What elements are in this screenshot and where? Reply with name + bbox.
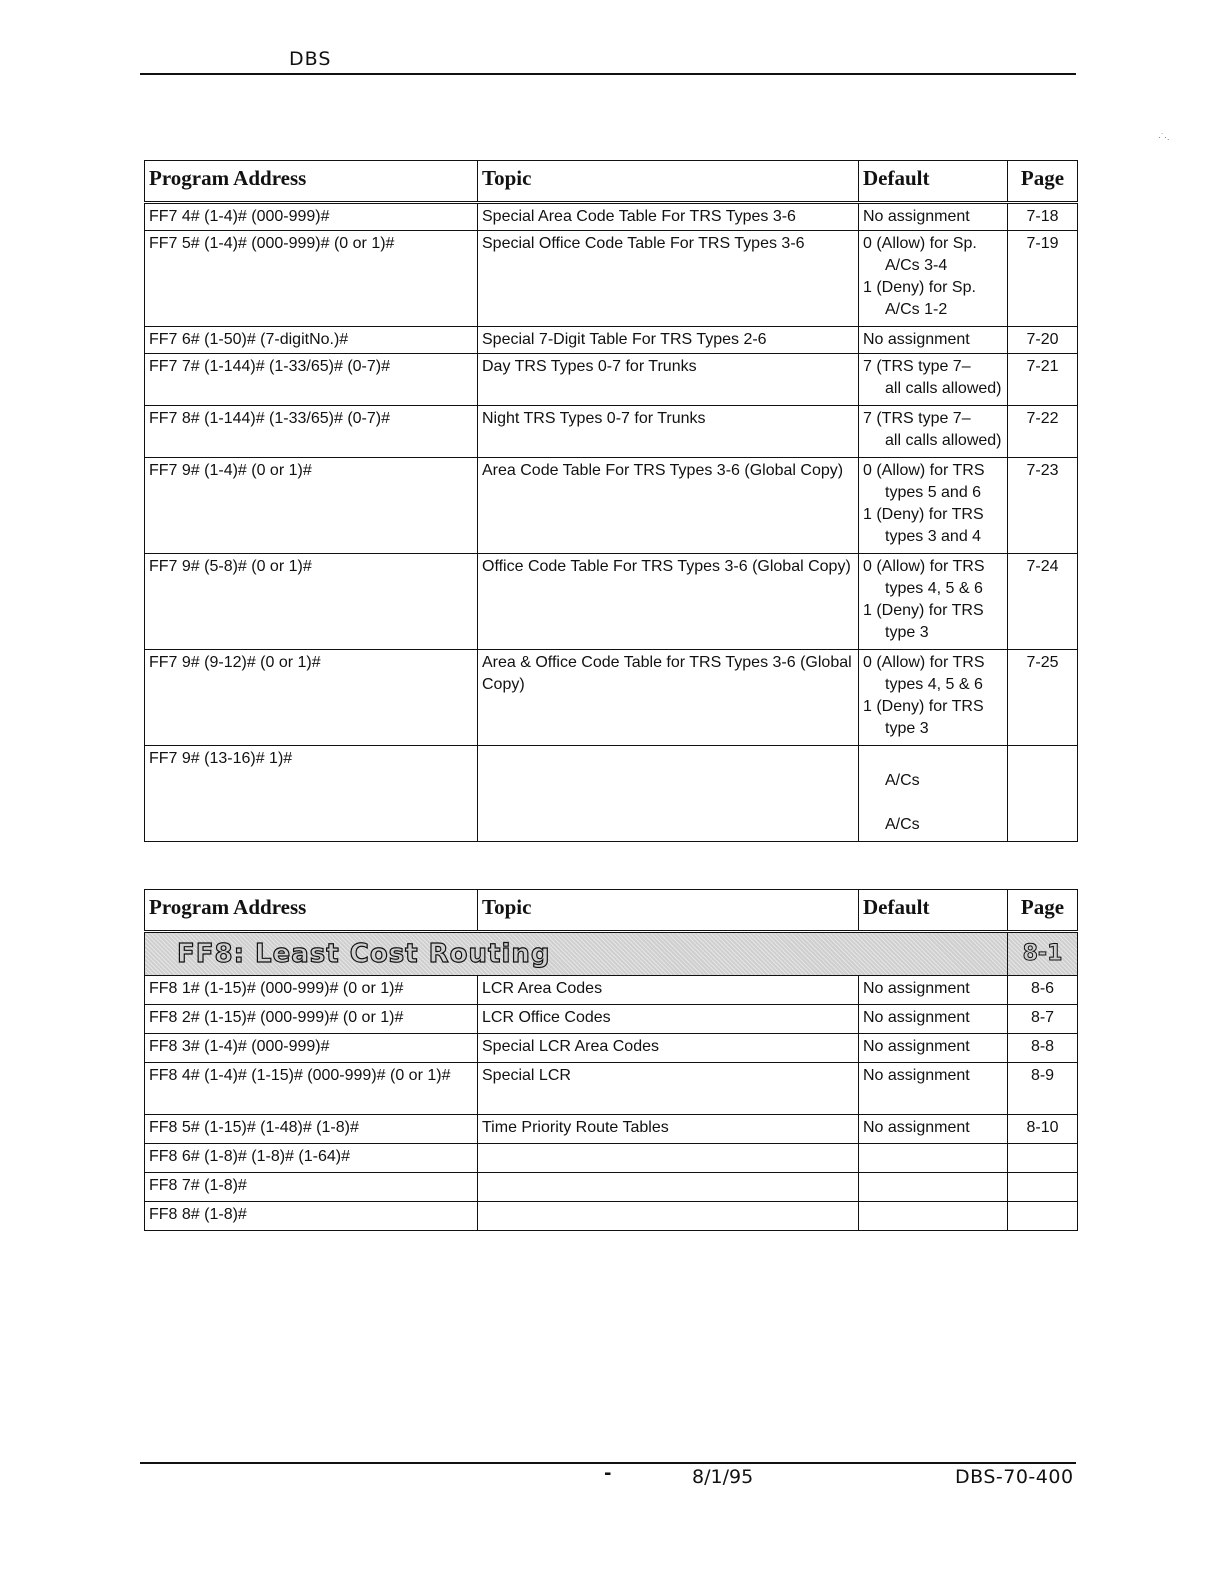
cell-topic <box>478 1202 859 1231</box>
cell-page: 7-20 <box>1008 327 1078 354</box>
cell-page <box>1008 1144 1078 1173</box>
col-header-topic: Topic <box>478 890 859 932</box>
cell-topic: LCR Area Codes <box>478 976 859 1005</box>
cell-topic: Area & Office Code Table for TRS Types 3-6 (Global Copy) <box>478 650 859 746</box>
cell-default: No assignment <box>859 1005 1008 1034</box>
col-header-address: Program Address <box>145 890 478 932</box>
table-row <box>145 650 1078 746</box>
section-title: FF8: Least Cost Routing <box>177 939 551 969</box>
cell-address: FF7 8# (1-144)# (1-33/65)# (0-7)# <box>145 406 478 458</box>
cell-default: 0 (Allow) for TRS types 4, 5 & 6 1 (Deny) for TRS type 3 <box>859 650 1008 746</box>
cell-default: 0 (Allow) for Sp. A/Cs 3-4 1 (Deny) for Sp. A/Cs 1-2 <box>859 231 1008 327</box>
trs-table <box>144 160 1078 842</box>
footer-mark: - <box>604 1463 612 1484</box>
cell-topic: Special Office Code Table For TRS Types 3-6 <box>478 231 859 327</box>
cell-default: 7 (TRS type 7– all calls allowed) <box>859 406 1008 458</box>
section-page: 8-1 <box>1022 941 1063 966</box>
table-row <box>145 1063 1078 1115</box>
cell-page: 7-24 <box>1008 554 1078 650</box>
scan-speck: ·˙·. <box>1158 132 1170 142</box>
table-row <box>145 1173 1078 1202</box>
header-title: DBS <box>289 48 332 70</box>
col-header-default: Default <box>859 890 1008 932</box>
cell-topic: Time Priority Route Tables <box>478 1115 859 1144</box>
col-header-page: Page <box>1008 890 1078 932</box>
cell-topic: Office Code Table For TRS Types 3-6 (Global Copy) <box>478 554 859 650</box>
cell-page <box>1008 746 1078 842</box>
cell-address: FF7 9# (1-4)# (0 or 1)# <box>145 458 478 554</box>
table-header-row <box>145 161 1078 203</box>
cell-default: A/Cs A/Cs <box>859 746 1008 842</box>
table-header-row <box>145 890 1078 932</box>
footer-doc-number: DBS-70-400 <box>955 1466 1074 1488</box>
cell-default: 0 (Allow) for TRS types 4, 5 & 6 1 (Deny) for TRS type 3 <box>859 554 1008 650</box>
cell-page <box>1008 1202 1078 1231</box>
cell-default <box>859 1173 1008 1202</box>
cell-address: FF8 6# (1-8)# (1-8)# (1-64)# <box>145 1144 478 1173</box>
cell-page: 7-19 <box>1008 231 1078 327</box>
cell-default <box>859 1144 1008 1173</box>
lcr-table <box>144 889 1078 1231</box>
table-row <box>145 1202 1078 1231</box>
cell-topic: Special LCR <box>478 1063 859 1115</box>
cell-page: 7-18 <box>1008 203 1078 231</box>
cell-default: No assignment <box>859 1115 1008 1144</box>
cell-topic: LCR Office Codes <box>478 1005 859 1034</box>
cell-default: No assignment <box>859 203 1008 231</box>
cell-address: FF7 4# (1-4)# (000-999)# <box>145 203 478 231</box>
cell-topic <box>478 746 859 842</box>
cell-topic: Special Area Code Table For TRS Types 3-6 <box>478 203 859 231</box>
cell-topic <box>478 1173 859 1202</box>
table-row <box>145 203 1078 231</box>
table-row <box>145 1115 1078 1144</box>
table-row <box>145 231 1078 327</box>
table-row <box>145 1144 1078 1173</box>
table-row <box>145 354 1078 406</box>
cell-address: FF7 9# (13-16)# 1)# <box>145 746 478 842</box>
table-row <box>145 554 1078 650</box>
table-row <box>145 1005 1078 1034</box>
cell-address: FF8 7# (1-8)# <box>145 1173 478 1202</box>
table-row <box>145 458 1078 554</box>
table-row <box>145 976 1078 1005</box>
cell-address: FF8 3# (1-4)# (000-999)# <box>145 1034 478 1063</box>
cell-page: 8-8 <box>1008 1034 1078 1063</box>
cell-address: FF7 9# (5-8)# (0 or 1)# <box>145 554 478 650</box>
cell-address: FF7 6# (1-50)# (7-digitNo.)# <box>145 327 478 354</box>
table-row <box>145 406 1078 458</box>
col-header-address: Program Address <box>145 161 478 203</box>
footer-date: 8/1/95 <box>692 1466 754 1488</box>
table-row <box>145 1034 1078 1063</box>
cell-default: 0 (Allow) for TRS types 5 and 6 1 (Deny) for TRS types 3 and 4 <box>859 458 1008 554</box>
cell-page: 7-23 <box>1008 458 1078 554</box>
cell-topic: Area Code Table For TRS Types 3-6 (Global Copy) <box>478 458 859 554</box>
header-rule <box>140 73 1076 75</box>
cell-default: No assignment <box>859 327 1008 354</box>
cell-page: 7-21 <box>1008 354 1078 406</box>
cell-topic: Special 7-Digit Table For TRS Types 2-6 <box>478 327 859 354</box>
cell-address: FF8 1# (1-15)# (000-999)# (0 or 1)# <box>145 976 478 1005</box>
section-band <box>145 932 1078 976</box>
table-row <box>145 327 1078 354</box>
col-header-page: Page <box>1008 161 1078 203</box>
cell-address: FF7 5# (1-4)# (000-999)# (0 or 1)# <box>145 231 478 327</box>
cell-address: FF8 8# (1-8)# <box>145 1202 478 1231</box>
cell-page <box>1008 1173 1078 1202</box>
cell-default <box>859 1202 1008 1231</box>
cell-address: FF8 2# (1-15)# (000-999)# (0 or 1)# <box>145 1005 478 1034</box>
table-row <box>145 746 1078 842</box>
cell-page: 7-25 <box>1008 650 1078 746</box>
cell-page: 7-22 <box>1008 406 1078 458</box>
cell-page: 8-6 <box>1008 976 1078 1005</box>
cell-address: FF8 5# (1-15)# (1-48)# (1-8)# <box>145 1115 478 1144</box>
cell-page: 8-10 <box>1008 1115 1078 1144</box>
cell-default: No assignment <box>859 1063 1008 1115</box>
cell-topic: Day TRS Types 0-7 for Trunks <box>478 354 859 406</box>
col-header-default: Default <box>859 161 1008 203</box>
cell-address: FF7 7# (1-144)# (1-33/65)# (0-7)# <box>145 354 478 406</box>
cell-default: 7 (TRS type 7– all calls allowed) <box>859 354 1008 406</box>
cell-page: 8-7 <box>1008 1005 1078 1034</box>
col-header-topic: Topic <box>478 161 859 203</box>
cell-default: No assignment <box>859 1034 1008 1063</box>
cell-topic: Night TRS Types 0-7 for Trunks <box>478 406 859 458</box>
cell-topic <box>478 1144 859 1173</box>
cell-topic: Special LCR Area Codes <box>478 1034 859 1063</box>
cell-address: FF7 9# (9-12)# (0 or 1)# <box>145 650 478 746</box>
cell-default: No assignment <box>859 976 1008 1005</box>
cell-page: 8-9 <box>1008 1063 1078 1115</box>
cell-address: FF8 4# (1-4)# (1-15)# (000-999)# (0 or 1)# <box>145 1063 478 1115</box>
